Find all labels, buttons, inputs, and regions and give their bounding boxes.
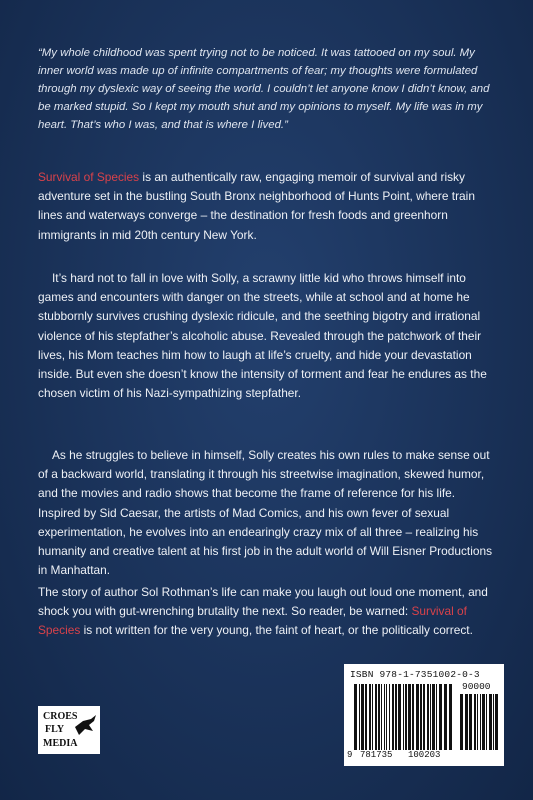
barcode-bar bbox=[365, 684, 367, 750]
crow-icon bbox=[75, 715, 96, 735]
barcode-bar bbox=[474, 694, 476, 750]
pull-quote: “My whole childhood was spent trying not to be noticed. It was tattooed on my soul. My inner world was made up of infinite compartments of fear; my thoughts were formulated through my dyslexic way of seeing the world. I couldn’t let anyone know I didn’t know, and be marked stupid. So I kept my mouth shut and my opinions to myself. My life was in my heart. That’s who I was, and that is where I lived.” bbox=[38, 47, 490, 131]
barcode-bar bbox=[436, 684, 437, 750]
paragraph-text: The story of author Sol Rothman’s life can make you laugh out loud one moment, and shock you with gut-wrenching brutality the next. So reader, be warned: bbox=[38, 585, 488, 619]
barcode-bar bbox=[359, 684, 360, 750]
barcode-bar bbox=[389, 684, 390, 750]
barcode-bar bbox=[449, 684, 452, 750]
barcode-bar bbox=[493, 694, 494, 750]
barcode-bar bbox=[372, 684, 373, 750]
paragraph-text: is an authentically raw, engaging memoir of survival and risky adventure set in the bustling South Bronx neighborhood of Hunts Point, where train lines and waterways converge – the destination for fresh foods and greenhorn immigrants in mid 20th century New York. bbox=[38, 170, 475, 242]
barcode-bar bbox=[392, 684, 394, 750]
book-title-highlight: Survival of Species bbox=[38, 170, 140, 184]
barcode-bar bbox=[430, 684, 431, 750]
book-title-highlight: Survival of Species bbox=[38, 604, 467, 638]
barcode-bar bbox=[465, 694, 468, 750]
barcode-bar bbox=[427, 684, 429, 750]
barcode-bar bbox=[432, 684, 435, 750]
barcode-bar bbox=[460, 694, 463, 750]
barcode-bar bbox=[480, 694, 481, 750]
addon-barcode-bars bbox=[460, 694, 500, 750]
barcode-bar bbox=[375, 684, 377, 750]
paragraph-text: is not written for the very young, the faint of heart, or the politically correct. bbox=[80, 623, 473, 638]
barcode-bar bbox=[384, 684, 385, 750]
barcode-bar bbox=[403, 684, 404, 750]
description-paragraph-1 bbox=[38, 168, 498, 245]
barcode-bar bbox=[423, 684, 425, 750]
barcode-bar bbox=[486, 694, 487, 750]
barcode-bar bbox=[386, 684, 387, 750]
barcode-first-digit: 9 bbox=[347, 750, 353, 760]
barcode-bar bbox=[420, 684, 422, 750]
barcode-bar bbox=[405, 684, 407, 750]
barcode-bar bbox=[416, 684, 419, 750]
barcode-bar bbox=[469, 694, 472, 750]
barcode-bar bbox=[439, 684, 442, 750]
isbn-barcode bbox=[344, 664, 504, 766]
description-paragraph-2: It’s hard not to fall in love with Solly, a scrawny little kid who throws himself into games and encounters with danger on the streets, while at school and at home he stubbornly survives crushing dyslexic ridicule, and the seething bigotry and irrational violence of his stepfather’s alcoholic abuse. Revealed through the patchwork of their lives, his Mom teaches him how to laugh at life’s cruelty, and hide your devastation inside. But even she doesn’t know the intensity of torment and fear he endures as the chosen victim of his Nazi-sympathizing stepfather. bbox=[38, 271, 487, 401]
barcode-bar bbox=[369, 684, 371, 750]
barcode-bar bbox=[361, 684, 364, 750]
description-paragraph-3: As he struggles to believe in himself, Solly creates his own rules to make sense out of a backward world, translating it through his streetwise imagination, skewed humor, and the movies and radio shows that become the frame of reference for his life. Inspired by Sid Caesar, the artists of Mad Comics, and his own fever of sexual experimentation, he evolves into an endearingly crazy mix of all three – realizing his humanity and creative talent at his first job in the adult world of Will Eisner Productions in Manhattan. bbox=[38, 448, 493, 578]
barcode-bar bbox=[477, 694, 478, 750]
publisher-logo bbox=[38, 706, 100, 754]
price-addon-label: 90000 bbox=[462, 681, 491, 692]
barcode-right-digits: 100203 bbox=[408, 750, 441, 760]
barcode-bars bbox=[354, 684, 454, 750]
barcode-bar bbox=[489, 694, 492, 750]
barcode-bar bbox=[495, 694, 498, 750]
barcode-bar bbox=[378, 684, 380, 750]
barcode-bar bbox=[398, 684, 401, 750]
description-paragraph-4 bbox=[38, 583, 498, 641]
barcode-bar bbox=[354, 684, 357, 750]
logo-line-3: MEDIA bbox=[43, 738, 78, 749]
barcode-bar bbox=[412, 684, 414, 750]
barcode-bar bbox=[395, 684, 397, 750]
barcode-bar bbox=[444, 684, 447, 750]
isbn-label: ISBN 978-1-7351002-0-3 bbox=[350, 669, 480, 680]
logo-line-2: FLY bbox=[45, 724, 65, 735]
barcode-bar bbox=[482, 694, 485, 750]
logo-line-1: CROES bbox=[43, 711, 78, 722]
barcode-left-digits: 781735 bbox=[360, 750, 393, 760]
barcode-bar bbox=[408, 684, 411, 750]
barcode-bar bbox=[381, 684, 382, 750]
